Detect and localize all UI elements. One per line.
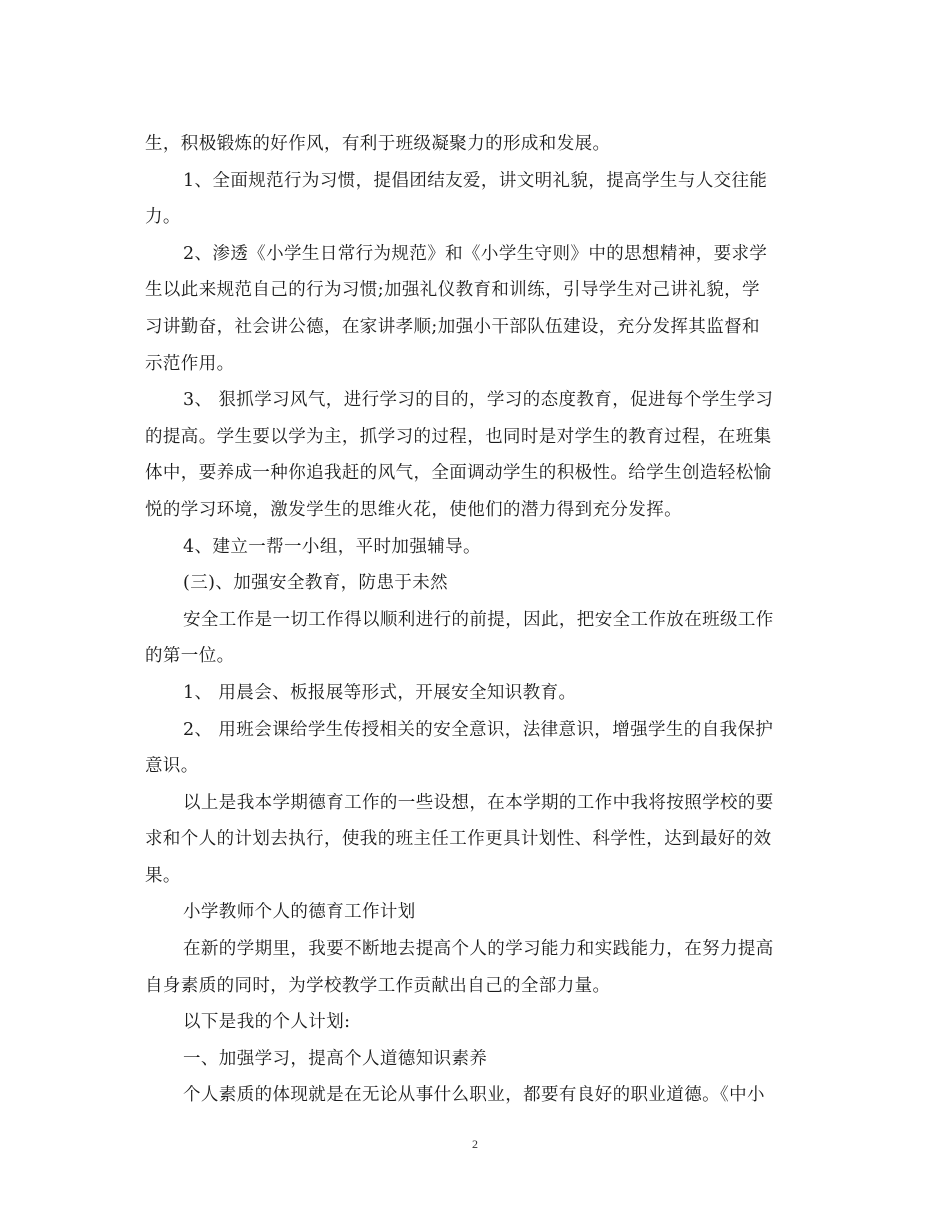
page-number: 2	[472, 1137, 478, 1151]
text-line: 悦的学习环境，激发学生的思维火花，使他们的潜力得到充分发挥。	[145, 499, 682, 520]
text-line: 4、建立一帮一小组，平时加强辅导。	[183, 536, 481, 557]
text-line: 以下是我的个人计划:	[183, 1012, 351, 1033]
text-line: 示范作用。	[145, 353, 235, 374]
text-line: 1、 用晨会、板报展等形式，开展安全知识教育。	[183, 682, 577, 703]
text-line: 小学教师个人的德育工作计划	[183, 902, 416, 923]
text-line: 2、渗透《小学生日常行为规范》和《小学生守则》中的思想精神，要求学	[183, 243, 768, 264]
text-line: 2、 用班会课给学生传授相关的安全意识，法律意识，增强学生的自我保护	[183, 719, 774, 740]
text-line: 1、全面规范行为习惯，提倡团结友爱，讲文明礼貌，提高学生与人交往能	[183, 170, 768, 191]
document-body	[145, 126, 805, 1114]
text-line: 在新的学期里，我要不断地去提高个人的学习能力和实践能力，在努力提高	[183, 939, 774, 960]
text-line: 力。	[145, 207, 181, 228]
text-line: 的第一位。	[145, 646, 235, 667]
text-line: 个人素质的体现就是在无论从事什么职业，都要有良好的职业道德。《中小	[183, 1085, 765, 1106]
text-line: 生，积极锻炼的好作风，有利于班级凝聚力的形成和发展。	[145, 134, 611, 154]
text-line: 意识。	[145, 756, 199, 777]
text-line: 自身素质的同时，为学校教学工作贡献出自己的全部力量。	[145, 975, 611, 996]
text-line: 果。	[145, 865, 181, 886]
text-line: 的提高。学生要以学为主，抓学习的过程，也同时是对学生的教育过程，在班集	[145, 426, 772, 447]
text-line: 一、加强学习，提高个人道德知识素养	[183, 1048, 488, 1069]
text-line: 3、 狠抓学习风气，进行学习的目的，学习的态度教育，促进每个学生学习	[183, 390, 774, 411]
text-line: (三)、加强安全教育，防患于未然	[183, 573, 449, 594]
text-line: 安全工作是一切工作得以顺利进行的前提，因此，把安全工作放在班级工作	[183, 609, 774, 630]
text-line: 求和个人的计划去执行，使我的班主任工作更具计划性、科学性，达到最好的效	[145, 829, 772, 850]
text-line: 习讲勤奋，社会讲公德，在家讲孝顺;加强小干部队伍建设，充分发挥其监督和	[145, 316, 760, 337]
text-line: 生以此来规范自己的行为习惯;加强礼仪教育和训练，引导学生对己讲礼貌，学	[145, 280, 760, 301]
text-line: 以上是我本学期德育工作的一些设想，在本学期的工作中我将按照学校的要	[183, 792, 774, 813]
text-line: 体中，要养成一种你追我赶的风气，全面调动学生的积极性。给学生创造轻松愉	[145, 463, 772, 484]
